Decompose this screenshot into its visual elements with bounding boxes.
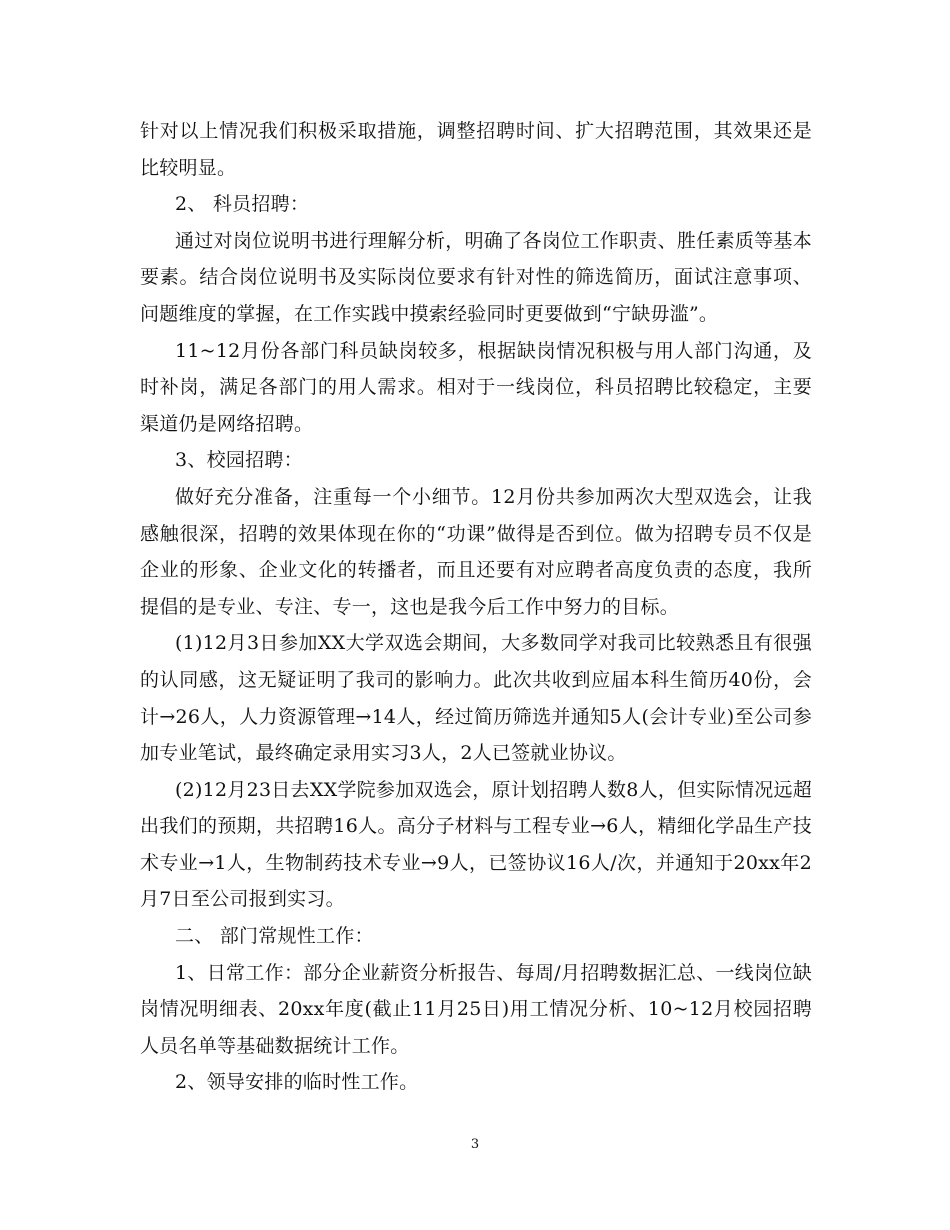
paragraph: 1、日常工作：部分企业薪资分析报告、每周/月招聘数据汇总、一线岗位缺岗情况明细表、20xx年度(截止11月25日)用工情况分析、10~12月校园招聘人员名单等基础数据统计工作。	[140, 961, 812, 1057]
paragraph: (1)12月3日参加XX大学双选会期间，大多数同学对我司比较熟悉且有很强的认同感，这无疑证明了我司的影响力。此次共收到应届本科生简历40份，会计→26人，人力资源管理→14人，经过简历筛选并通知5人(会计专业)至公司参加专业笔试，最终确定录用实习3人，2人已签就业协议。	[140, 632, 812, 765]
page-number: 3	[470, 1137, 480, 1152]
paragraph: 针对以上情况我们积极采取措施，调整招聘时间、扩大招聘范围，其效果还是比较明显。	[140, 120, 812, 179]
section-heading: 二、 部门常规性工作：	[175, 925, 374, 948]
section-heading: 2、 科员招聘：	[175, 193, 310, 216]
paragraph: 通过对岗位说明书进行理解分析，明确了各岗位工作职责、胜任素质等基本要素。结合岗位说明书及实际岗位要求有针对性的筛选简历，面试注意事项、问题维度的掌握，在工作实践中摸索经验同时更要做到“宁缺毋滥”。	[140, 229, 812, 325]
section-heading: 3、校园招聘：	[175, 449, 303, 472]
page-body	[140, 113, 812, 1101]
paragraph: 2、领导安排的临时性工作。	[175, 1071, 419, 1094]
paragraph: (2)12月23日去XX学院参加双选会，原计划招聘人数8人，但实际情况远超出我们的预期，共招聘16人。高分子材料与工程专业→6人，精细化学品生产技术专业→1人，生物制药技术专业→9人，已签协议16人/次，并通知于20xx年2月7日至公司报到实习。	[140, 778, 812, 911]
paragraph: 做好充分准备，注重每一个小细节。12月份共参加两次大型双选会，让我感触很深，招聘的效果体现在你的“功课”做得是否到位。做为招聘专员不仅是企业的形象、企业文化的转播者，而且还要有对应聘者高度负责的态度，我所提倡的是专业、专注、专一，这也是我今后工作中努力的目标。	[140, 485, 812, 618]
paragraph: 11~12月份各部门科员缺岗较多，根据缺岗情况积极与用人部门沟通，及时补岗，满足各部门的用人需求。相对于一线岗位，科员招聘比较稳定，主要渠道仍是网络招聘。	[140, 339, 812, 435]
